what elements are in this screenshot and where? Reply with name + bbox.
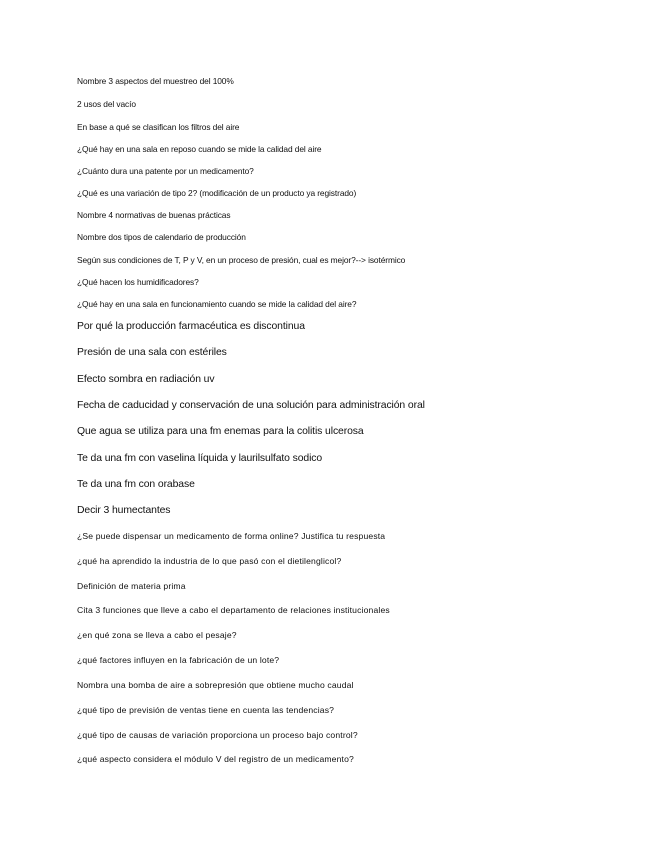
question-7: Nombre 4 normativas de buenas prácticas [77, 210, 231, 220]
question-23: Cita 3 funciones que lleve a cabo el departamento de relaciones institucionales [77, 605, 390, 615]
question-16: Que agua se utiliza para una fm enemas para la colitis ulcerosa [77, 426, 364, 437]
question-26: Nombra una bomba de aire a sobrepresión que obtiene mucho caudal [77, 680, 354, 690]
question-12: Por qué la producción farmacéutica es discontinua [77, 321, 305, 332]
question-13: Presión de una sala con estériles [77, 347, 227, 358]
question-18: Te da una fm con orabase [77, 479, 195, 490]
question-29: ¿qué aspecto considera el módulo V del registro de un medicamento? [77, 754, 354, 764]
question-21: ¿qué ha aprendido la industria de lo que pasó con el dietilenglicol? [77, 556, 342, 566]
question-8: Nombre dos tipos de calendario de producción [77, 232, 246, 242]
question-28: ¿qué tipo de causas de variación proporciona un proceso bajo control? [77, 730, 358, 740]
question-19: Decir 3 humectantes [77, 505, 171, 516]
question-2: 2 usos del vacío [77, 99, 136, 109]
question-5: ¿Cuánto dura una patente por un medicamento? [77, 166, 254, 176]
question-17: Te da una fm con vaselina líquida y laurilsulfato sodico [77, 453, 323, 464]
question-10: ¿Qué hacen los humidificadores? [77, 277, 199, 287]
question-20: ¿Se puede dispensar un medicamento de forma online? Justifica tu respuesta [77, 531, 386, 541]
question-14: Efecto sombra en radiación uv [77, 374, 215, 385]
question-27: ¿qué tipo de previsión de ventas tiene en cuenta las tendencias? [77, 705, 335, 715]
question-24: ¿en qué zona se lleva a cabo el pesaje? [77, 630, 237, 640]
question-6: ¿Qué es una variación de tipo 2? (modificación de un producto ya registrado) [77, 188, 357, 198]
question-11: ¿Qué hay en una sala en funcionamiento cuando se mide la calidad del aire? [77, 299, 357, 309]
question-1: Nombre 3 aspectos del muestreo del 100% [77, 76, 234, 86]
question-9: Según sus condiciones de T, P y V, en un proceso de presión, cual es mejor?--> isotérmico [77, 255, 406, 265]
question-15: Fecha de caducidad y conservación de una solución para administración oral [77, 400, 425, 411]
question-4: ¿Qué hay en una sala en reposo cuando se mide la calidad del aire [77, 144, 322, 154]
question-22: Definición de materia prima [77, 581, 186, 591]
question-25: ¿qué factores influyen en la fabricación de un lote? [77, 655, 280, 665]
question-3: En base a qué se clasifican los filtros del aire [77, 122, 240, 132]
